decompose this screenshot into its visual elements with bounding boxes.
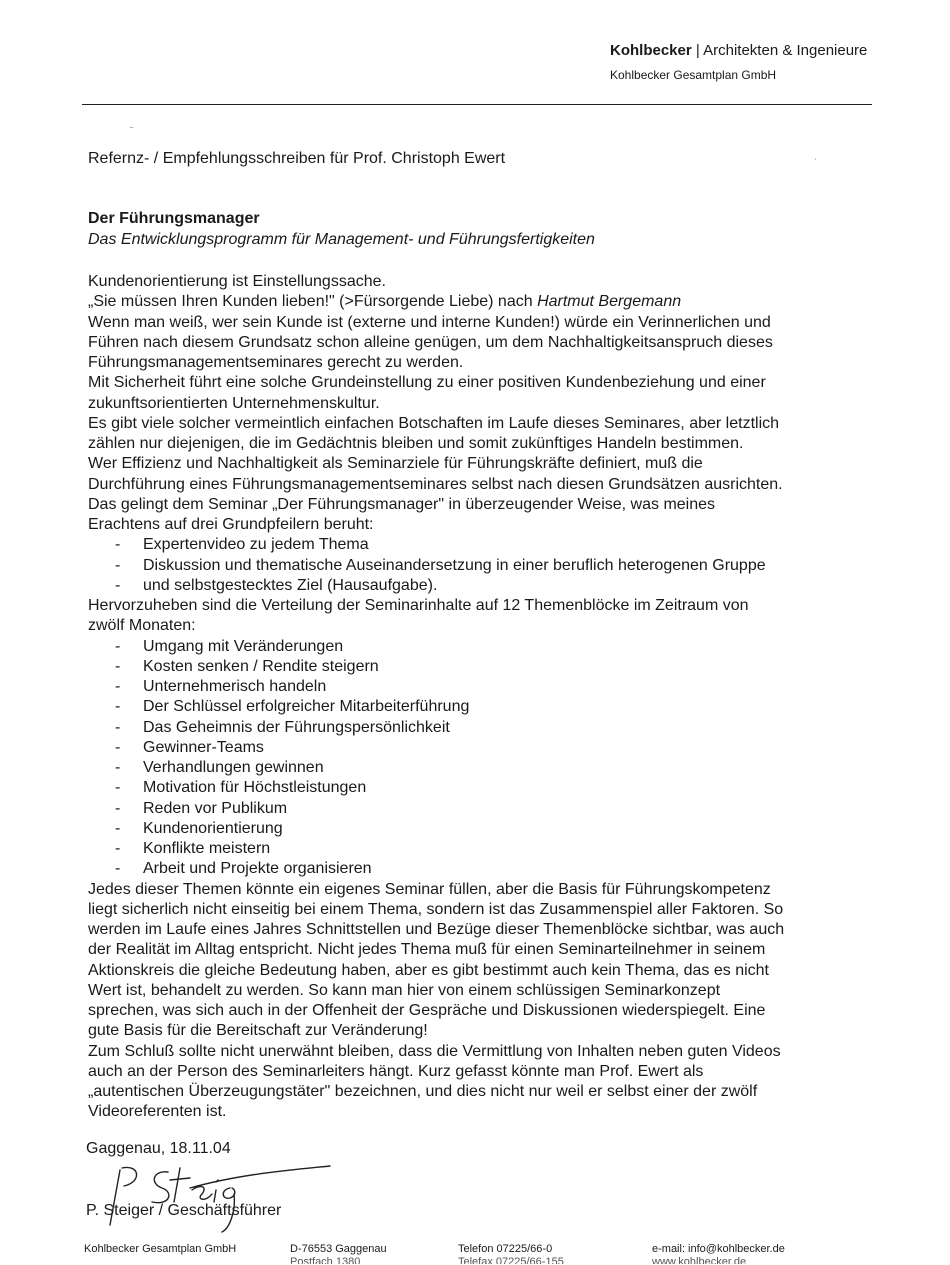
footer-address-line: Postfach 1380 (290, 1256, 361, 1264)
paragraph-line: „autentischen Überzeugungstäter" bezeichnen, und dies nicht nur weil er selbst einer der zwölf (88, 1083, 758, 1100)
scan-mark: ˜ (130, 126, 134, 137)
intro-line: Kundenorientierung ist Einstellungssache. (88, 273, 386, 290)
footer-phone-line: Telefon 07225/66-0 (458, 1243, 553, 1255)
paragraph-3 (88, 880, 868, 1123)
document-title: Der Führungsmanager (88, 210, 260, 227)
footer-website: www.kohlbecker.de (652, 1256, 747, 1264)
footer-address (290, 1243, 387, 1264)
paragraph-line: Wenn man weiß, wer sein Kunde ist (externe und interne Kunden!) würde ein Verinnerlichen und (88, 313, 771, 331)
signer-name: P. Steiger / Geschäftsführer (86, 1202, 282, 1219)
paragraph-line: Wer Effizienz und Nachhaltigkeit als Seminarziele für Führungskräfte definiert, muß die (88, 455, 703, 473)
document-subtitle: Das Entwicklungsprogramm für Management- und Führungsfertigkeiten (88, 231, 595, 248)
paragraph-line: werden im Laufe eines Jahres Schnittstellen und Bezüge dieser Themenblöcke sichtbar, was auch (88, 921, 785, 938)
company-tagline: Architekten & Ingenieure (703, 42, 868, 59)
list-item: - Der Schlüssel erfolgreicher Mitarbeiterführung (115, 698, 470, 716)
quote-author: Hartmut Bergemann (537, 293, 682, 311)
paragraph-line: Wert ist, behandelt zu werden. So kann man hier von einem schlüssigen Seminarkonzept (88, 981, 721, 999)
footer-fax-line: Telefax 07225/66-155 (458, 1256, 564, 1264)
paragraph-line: Es gibt viele solcher vermeintlich einfachen Botschaften im Laufe dieses Seminares, aber letztlich (88, 414, 780, 432)
list-item: - und selbstgestecktes Ziel (Hausaufgabe). (115, 576, 438, 594)
intro-quote (88, 292, 868, 312)
list-item: - Motivation für Höchstleistungen (115, 779, 367, 797)
company-subline: Kohlbecker Gesamtplan GmbH (610, 68, 777, 82)
handwritten-signature (90, 1150, 340, 1235)
list-item: - Verhandlungen gewinnen (115, 759, 324, 776)
paragraph-line: Aktionskreis die gleiche Bedeutung haben, aber es gibt bestimmt auch kein Thema, das es nicht (88, 961, 769, 979)
pillars-list (88, 535, 868, 596)
paragraph-line: Videoreferenten ist. (88, 1103, 227, 1121)
list-item: - Arbeit und Projekte organisieren (115, 860, 372, 878)
paragraph-line: gute Basis für die Bereitschaft zur Veränderung! (88, 1022, 428, 1040)
footer-company (84, 1243, 236, 1256)
list-item: - Gewinner-Teams (115, 738, 264, 756)
paragraph-line: zukunftsorientierten Unternehmenskultur. (88, 394, 380, 412)
paragraph-line: Führungsmanagementseminares gerecht zu werden. (88, 354, 464, 371)
footer-email: e-mail: info@kohlbecker.de (652, 1243, 785, 1255)
paragraph-1 (88, 313, 868, 536)
list-item: - Reden vor Publikum (115, 799, 288, 817)
list-item: - Expertenvideo zu jedem Thema (115, 536, 369, 554)
paragraph-line: liegt sicherlich nicht einseitig bei einem Thema, sondern ist das Zusammenspiel aller Faktoren. So (88, 900, 784, 918)
letter-body (88, 272, 868, 1123)
letterhead-separator: | (695, 42, 700, 59)
topics-list (88, 637, 868, 880)
list-item: - Konflikte meistern (115, 840, 271, 857)
paragraph-line: Hervorzuheben sind die Verteilung der Seminarinhalte auf 12 Themenblöcke im Zeitraum von (88, 597, 749, 614)
paragraph-line: auch an der Person des Seminarleiters hängt. Kurz gefasst könnte man Prof. Ewert als (88, 1062, 704, 1080)
paragraph-line: Durchführung eines Führungsmanagementseminares selbst nach diesen Grundsätzen ausrichten. (88, 475, 783, 493)
paragraph-line: Erachtens auf drei Grundpfeilern beruht: (88, 516, 374, 533)
quote-text: „Sie müssen Ihren Kunden lieben!" (>Fürsorgende Liebe) nach (88, 293, 538, 311)
paragraph-line: Das gelingt dem Seminar „Der Führungsmanager" in überzeugender Weise, was meines (88, 495, 716, 513)
list-item: - Kundenorientierung (115, 819, 283, 837)
paragraph-line: der Realität im Alltag entspricht. Nicht jedes Thema muß für einen Seminarteilnehmer in seinem (88, 941, 766, 959)
list-item: - Umgang mit Veränderungen (115, 637, 344, 655)
footer-contact (652, 1243, 785, 1264)
paragraph-line: zählen nur diejenigen, die im Gedächtnis bleiben und somit zukünftiges Handeln bestimmen. (88, 435, 744, 452)
paragraph-2 (88, 596, 868, 637)
list-item: - Diskussion und thematische Auseinandersetzung in einer beruflich heterogenen Gruppe (115, 556, 766, 574)
place-date: Gaggenau, 18.11.04 (86, 1140, 231, 1157)
paragraph-line: Zum Schluß sollte nicht unerwähnt bleiben, dass die Vermittlung von Inhalten neben guten Videos (88, 1042, 781, 1060)
paragraph-line: sprechen, was sich auch in der Offenheit der Gespräche und Diskussionen wiederspiegelt. Eine (88, 1002, 766, 1019)
paragraph-line: Führen nach diesem Grundsatz schon alleine genügen, um dem Nachhaltigkeitsanspruch dieses (88, 333, 773, 351)
paragraph-line: Mit Sicherheit führt eine solche Grundeinstellung zu einer positiven Kundenbeziehung und einer (88, 374, 766, 392)
letterhead-company (610, 42, 867, 59)
footer-address-line: D-76553 Gaggenau (290, 1243, 387, 1255)
scan-mark: ˎ (814, 150, 818, 161)
list-item: - Kosten senken / Rendite steigern (115, 657, 379, 675)
footer-phone (458, 1243, 564, 1264)
header-divider (82, 104, 872, 105)
company-name: Kohlbecker (610, 42, 692, 59)
footer-company-name: Kohlbecker Gesamtplan GmbH (84, 1243, 237, 1255)
paragraph-line: Jedes dieser Themen könnte ein eigenes Seminar füllen, aber die Basis für Führungskompetenz (88, 880, 771, 898)
list-item: - Unternehmerisch handeln (115, 678, 327, 695)
list-item: - Das Geheimnis der Führungspersönlichkeit (115, 718, 450, 736)
letter-subject: Refernz- / Empfehlungsschreiben für Prof. Christoph Ewert (88, 150, 506, 167)
paragraph-line: zwölf Monaten: (88, 617, 196, 635)
